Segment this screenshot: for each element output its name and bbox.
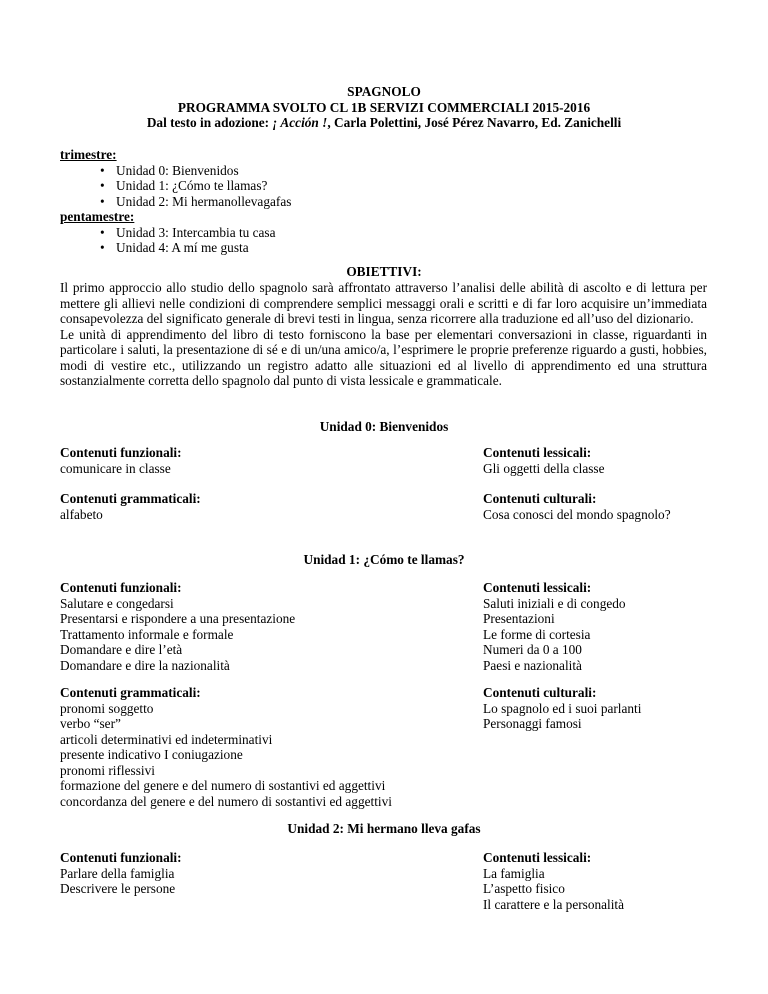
list-item: • Unidad 4: A mí me gusta (116, 240, 720, 256)
unidad0-grammaticali (60, 491, 460, 522)
list-item: Presentarsi e rispondere a una presentazione (60, 611, 296, 626)
term-schedule (60, 147, 720, 256)
paragraph: Il primo approccio allo studio dello spagnolo sarà affrontato attraverso l’analisi delle abilità di ascolto e di lettura per mettere gli allievi nelle condizioni di comprendere semplici messaggi orali e scritti e di far loro acquisire un’immediata consapevolezza del significato generale di brevi testi in lingua, senza ricorrere alla traduzione ed all’uso del dizionario. (60, 280, 707, 326)
unidad1-grammaticali (60, 685, 460, 809)
unidad0-lessicali (483, 445, 743, 476)
list-item: Lo spagnolo ed i suoi parlanti (483, 700, 642, 716)
list-item: Trattamento informale e formale (60, 626, 234, 642)
list-item: Parlare della famiglia (60, 865, 175, 881)
unidad0-funzionali (60, 445, 460, 476)
list-item: • Unidad 2: Mi hermanollevagafas (116, 194, 720, 210)
unidad2-lessicali (483, 850, 743, 912)
paragraph: Le unità di apprendimento del libro di testo forniscono la base per elementari conversazioni in classe, riguardanti in particolare i saluti, la presentazione di sé e di un/una amico/a, l’esprimere le proprie preferenze riguardo a gusti, hobbies, modi di vestire etc., utilizzando un registro adatto alle situazioni ed al livello di apprendimento ed una struttura sostanzialmente corretta dello spagnolo dal punto di vista lessicale e grammaticale. (60, 326, 707, 388)
program-title: PROGRAMMA SVOLTO CL 1B SERVIZI COMMERCIALI 2015-2016 (177, 99, 591, 115)
unidad1-title: Unidad 1: ¿Cómo te llamas? (303, 552, 465, 567)
list-item: Salutare e congedarsi (60, 595, 174, 611)
list-item: alfabeto (60, 506, 103, 522)
pentamestre-label: pentamestre: (60, 209, 135, 224)
list-item: Il carattere e la personalità (483, 896, 625, 912)
section-heading: Contenuti funzionali: (60, 850, 182, 865)
section-heading: Contenuti funzionali: (60, 445, 182, 460)
list-item: verbo “ser” (60, 716, 121, 731)
list-item: articoli determinativi ed indeterminativi (60, 731, 273, 747)
unidad2-funzionali (60, 850, 460, 897)
unidad0-title: Unidad 0: Bienvenidos (319, 419, 449, 434)
trimestre-list (60, 163, 720, 210)
list-item: Le forme di cortesia (483, 626, 591, 642)
unidad2-title: Unidad 2: Mi hermano lleva gafas (287, 821, 481, 836)
textbook-title: ¡ Acción ! (272, 115, 328, 130)
list-item: pronomi soggetto (60, 700, 154, 716)
list-item: Gli oggetti della classe (483, 460, 605, 476)
unidad1-funzionali (60, 580, 460, 673)
section-heading: Contenuti culturali: (483, 685, 597, 700)
unidad0-culturali (483, 491, 743, 522)
pentamestre-list (60, 225, 720, 256)
list-item: • Unidad 1: ¿Cómo te llamas? (116, 178, 720, 194)
list-item: comunicare in classe (60, 460, 171, 476)
list-item: L’aspetto fisico (483, 881, 565, 896)
list-item: formazione del genere e del numero di sostantivi ed aggettivi (60, 778, 386, 793)
trimestre-label: trimestre: (60, 147, 117, 162)
section-heading: Contenuti grammaticali: (60, 685, 201, 700)
list-item: Presentazioni (483, 611, 555, 626)
list-item: Personaggi famosi (483, 716, 582, 731)
section-heading: Contenuti grammaticali: (60, 491, 201, 506)
unidad1-lessicali (483, 580, 743, 673)
list-item: • Unidad 3: Intercambia tu casa (116, 225, 720, 241)
list-item: presente indicativo I coniugazione (60, 747, 243, 762)
unidad1-culturali (483, 685, 743, 732)
section-heading: Contenuti lessicali: (483, 445, 592, 460)
section-heading: Contenuti lessicali: (483, 850, 592, 865)
list-item: Numeri da 0 a 100 (483, 642, 582, 657)
textbook-line: Dal testo in adozione: ¡ Acción !, Carla Polettini, José Pérez Navarro, Ed. Zanichelli (146, 115, 622, 130)
subject-title: SPAGNOLO (347, 84, 421, 99)
list-item: concordanza del genere e del numero di sostantivi ed aggettivi (60, 793, 392, 809)
list-item: Paesi e nazionalità (483, 657, 582, 673)
obiettivi-title: OBIETTIVI: (346, 264, 422, 279)
list-item: pronomi riflessivi (60, 762, 155, 778)
obiettivi-text (60, 280, 707, 389)
section-heading: Contenuti lessicali: (483, 580, 592, 595)
list-item: Cosa conosci del mondo spagnolo? (483, 506, 671, 522)
list-item: Domandare e dire l’età (60, 642, 183, 657)
list-item: Descrivere le persone (60, 881, 176, 896)
list-item: La famiglia (483, 865, 545, 881)
list-item: • Unidad 0: Bienvenidos (116, 163, 720, 179)
document-header (0, 84, 768, 131)
section-heading: Contenuti funzionali: (60, 580, 182, 595)
list-item: Saluti iniziali e di congedo (483, 595, 626, 611)
list-item: Domandare e dire la nazionalità (60, 657, 230, 673)
section-heading: Contenuti culturali: (483, 491, 597, 506)
